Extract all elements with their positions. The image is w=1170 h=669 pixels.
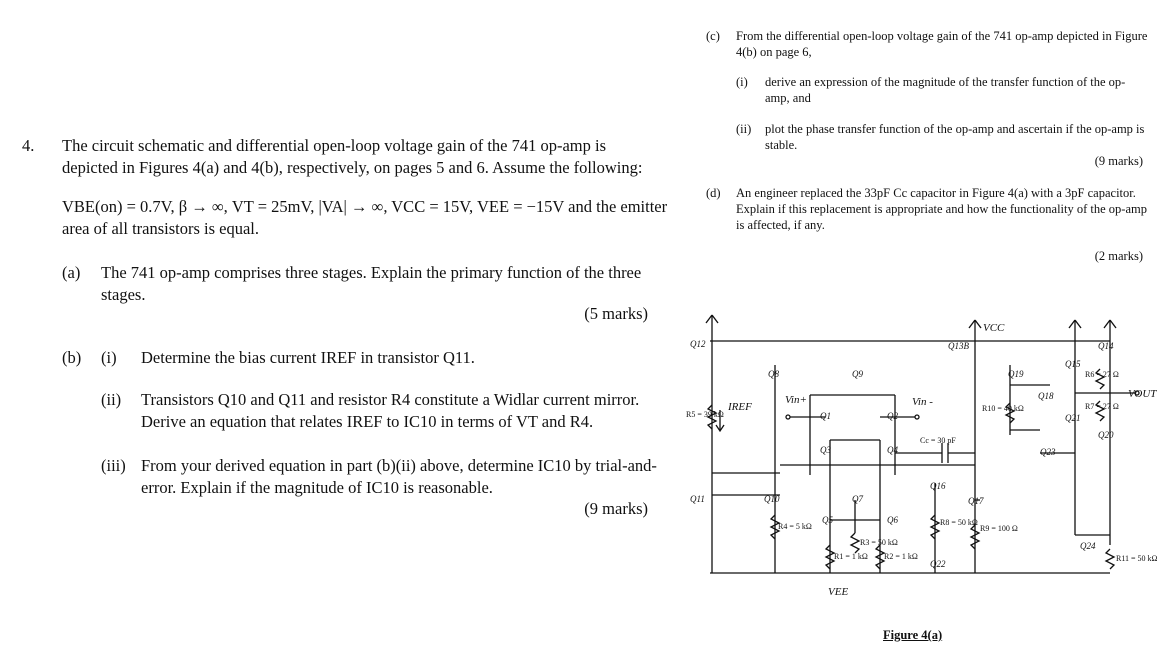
label-vcc: VCC <box>983 322 1005 334</box>
part-c-ii-label: (ii) <box>736 122 752 136</box>
label-q11: Q11 <box>690 494 705 504</box>
question-number: 4. <box>22 136 35 155</box>
label-vout: VOUT <box>1128 388 1157 400</box>
part-d-text-3: is affected, if any. <box>736 218 825 232</box>
label-q22: Q22 <box>930 559 946 569</box>
part-c-text-2: 4(b) on page 6, <box>736 45 812 59</box>
figure-caption: Figure 4(a) <box>883 628 943 642</box>
part-c-i-text-1: derive an expression of the magnitude of the transfer function of the op- <box>765 75 1126 89</box>
label-vee: VEE <box>828 586 849 598</box>
label-r7: R7 = 27 Ω <box>1085 402 1119 411</box>
label-r2: R2 = 1 kΩ <box>884 552 918 561</box>
label-q10: Q10 <box>764 494 780 504</box>
label-cc: Cc = 30 pF <box>920 436 956 445</box>
part-d-text-2: Explain if this replacement is appropriate and how the functionality of the op-amp <box>736 202 1147 216</box>
label-q6: Q6 <box>887 515 898 525</box>
label-q24: Q24 <box>1080 541 1096 551</box>
part-d-text-1: An engineer replaced the 33pF Cc capacitor in Figure 4(a) with a 3pF capacitor. <box>736 186 1136 200</box>
label-vin-minus: Vin - <box>912 396 933 408</box>
label-q13b: Q13B <box>948 341 969 351</box>
part-d-label: (d) <box>706 186 721 200</box>
question-intro: The circuit schematic and differential open-loop voltage gain of the 741 op-amp is depicted in Figures 4(a) and 4(b), respectively, on pages 5 and 6. Assume the following: <box>62 136 643 177</box>
part-a-text-1: The 741 op-amp comprises three stages. Explain the primary function of the three <box>101 263 642 282</box>
part-a-label: (a) <box>62 263 81 282</box>
label-q4: Q4 <box>887 445 898 455</box>
label-iref: IREF <box>728 401 752 413</box>
part-c-i-text-2: amp, and <box>765 91 811 105</box>
part-c-ii-text-2: stable. <box>765 138 798 152</box>
part-b-ii-text-2: Derive an equation that relates IREF to IC10 in terms of VT and R4. <box>141 412 594 431</box>
label-r6: R6 = 27 Ω <box>1085 370 1119 379</box>
label-q9: Q9 <box>852 369 863 379</box>
part-c-marks: (9 marks) <box>1094 154 1143 168</box>
label-q7: Q7 <box>852 494 863 504</box>
label-q15: Q15 <box>1065 359 1081 369</box>
label-q8: Q8 <box>768 369 779 379</box>
part-b-iii-text-1: From your derived equation in part (b)(ii) above, determine IC10 by trial-and- <box>141 456 657 475</box>
label-q3: Q3 <box>820 445 831 455</box>
part-b-iii-label: (iii) <box>101 456 126 475</box>
label-r5: R5 = 39 kΩ <box>686 410 724 419</box>
part-c-ii-text-1: plot the phase transfer function of the op-amp and ascertain if the op-amp is <box>765 122 1145 136</box>
label-r4: R4 = 5 kΩ <box>778 522 812 531</box>
part-b-ii-text-1: Transistors Q10 and Q11 and resistor R4 constitute a Widlar current mirror. <box>141 390 640 409</box>
part-c-i-label: (i) <box>736 75 748 89</box>
label-q20: Q20 <box>1098 430 1114 440</box>
part-c-label: (c) <box>706 29 720 43</box>
label-r1: R1 = 1 kΩ <box>834 552 868 561</box>
label-q21: Q21 <box>1065 413 1081 423</box>
label-r3: R3 = 50 kΩ <box>860 538 898 547</box>
part-b-iii-text-2: error. Explain if the magnitude of IC10 is reasonable. <box>141 478 493 497</box>
part-c-text-1: From the differential open-loop voltage gain of the 741 op-amp depicted in Figure <box>736 29 1148 43</box>
assumptions-line-2: area of all transistors is equal. <box>62 219 260 238</box>
label-vin-plus: Vin+ <box>785 394 807 406</box>
label-q23: Q23 <box>1040 447 1056 457</box>
label-q19: Q19 <box>1008 369 1024 379</box>
part-b-i-label: (i) <box>101 348 117 367</box>
label-r9: R9 = 100 Ω <box>980 524 1018 533</box>
label-q5: Q5 <box>822 515 833 525</box>
label-r10: R10 = 40 kΩ <box>982 404 1024 413</box>
label-q17: Q17 <box>968 496 984 506</box>
label-q14: Q14 <box>1098 341 1114 351</box>
part-b-i-text: Determine the bias current IREF in transistor Q11. <box>141 348 475 367</box>
label-r11: R11 = 50 kΩ <box>1116 554 1158 563</box>
part-d-marks: (2 marks) <box>1094 249 1143 263</box>
circuit-schematic <box>680 305 1160 635</box>
part-a-text-2: stages. <box>101 285 146 304</box>
part-b-ii-label: (ii) <box>101 390 122 409</box>
assumptions-line-1: VBE(on) = 0.7V, β → ∞, VT = 25mV, |VA| → ∞, VCC = 15V, VEE = −15V and the emitter <box>62 197 668 216</box>
label-q1: Q1 <box>820 411 831 421</box>
label-q12: Q12 <box>690 339 706 349</box>
label-q18: Q18 <box>1038 391 1054 401</box>
part-a-marks: (5 marks) <box>584 304 648 323</box>
label-q2: Q2 <box>887 411 898 421</box>
part-b-label: (b) <box>62 348 82 367</box>
label-q16: Q16 <box>930 481 946 491</box>
part-b-marks: (9 marks) <box>584 499 648 518</box>
label-r8: R8 = 50 kΩ <box>940 518 978 527</box>
